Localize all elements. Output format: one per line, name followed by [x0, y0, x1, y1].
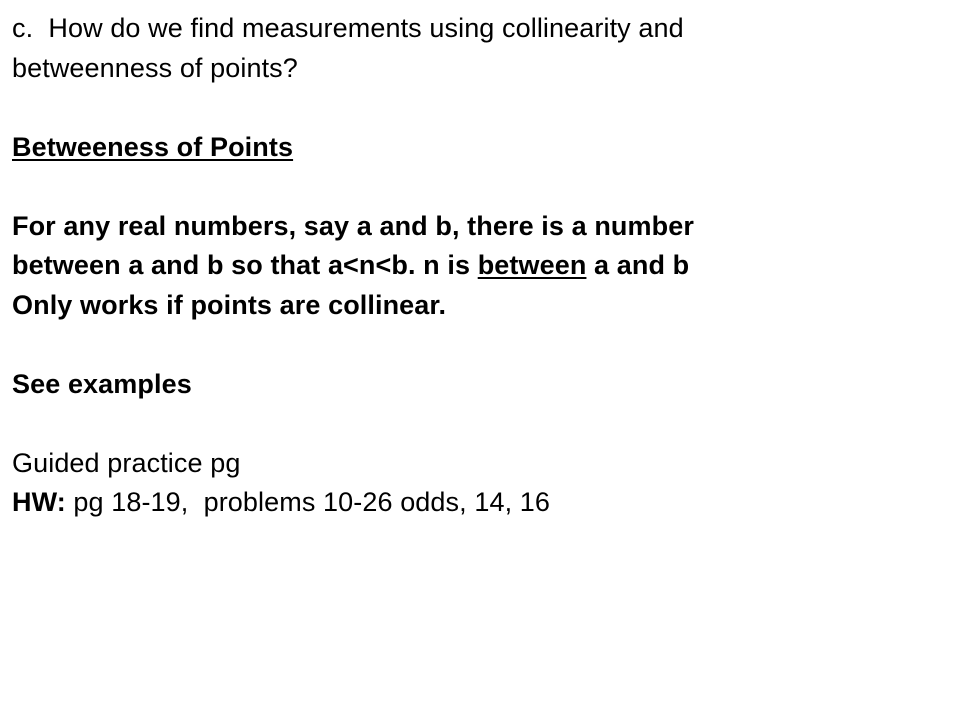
homework-line: [12, 483, 952, 523]
spacer: [12, 404, 952, 444]
see-examples: See examples: [12, 368, 192, 399]
definition-line-3: Only works if points are collinear.: [12, 289, 447, 320]
definition-line-2-prefix: between a and b so that a<n<b. n is: [12, 250, 478, 280]
spacer: [12, 325, 952, 365]
definition-line-1: For any real numbers, say a and b, there is a number: [12, 210, 694, 241]
slide-body: [12, 9, 952, 523]
spacer: [12, 167, 952, 207]
guided-practice: Guided practice pg: [12, 447, 241, 478]
spacer: [12, 88, 952, 128]
question-line-2: betweenness of points?: [12, 52, 298, 83]
homework-text: pg 18-19, problems 10-26 odds, 14, 16: [65, 487, 551, 517]
section-heading: Betweeness of Points: [12, 131, 294, 162]
between-emphasis: between: [477, 250, 587, 280]
definition-line-2: [12, 246, 952, 286]
question-line-1: c. How do we find measurements using collinearity and: [12, 13, 684, 43]
homework-label: HW:: [12, 487, 66, 517]
definition-line-2-suffix: a and b: [586, 250, 690, 280]
